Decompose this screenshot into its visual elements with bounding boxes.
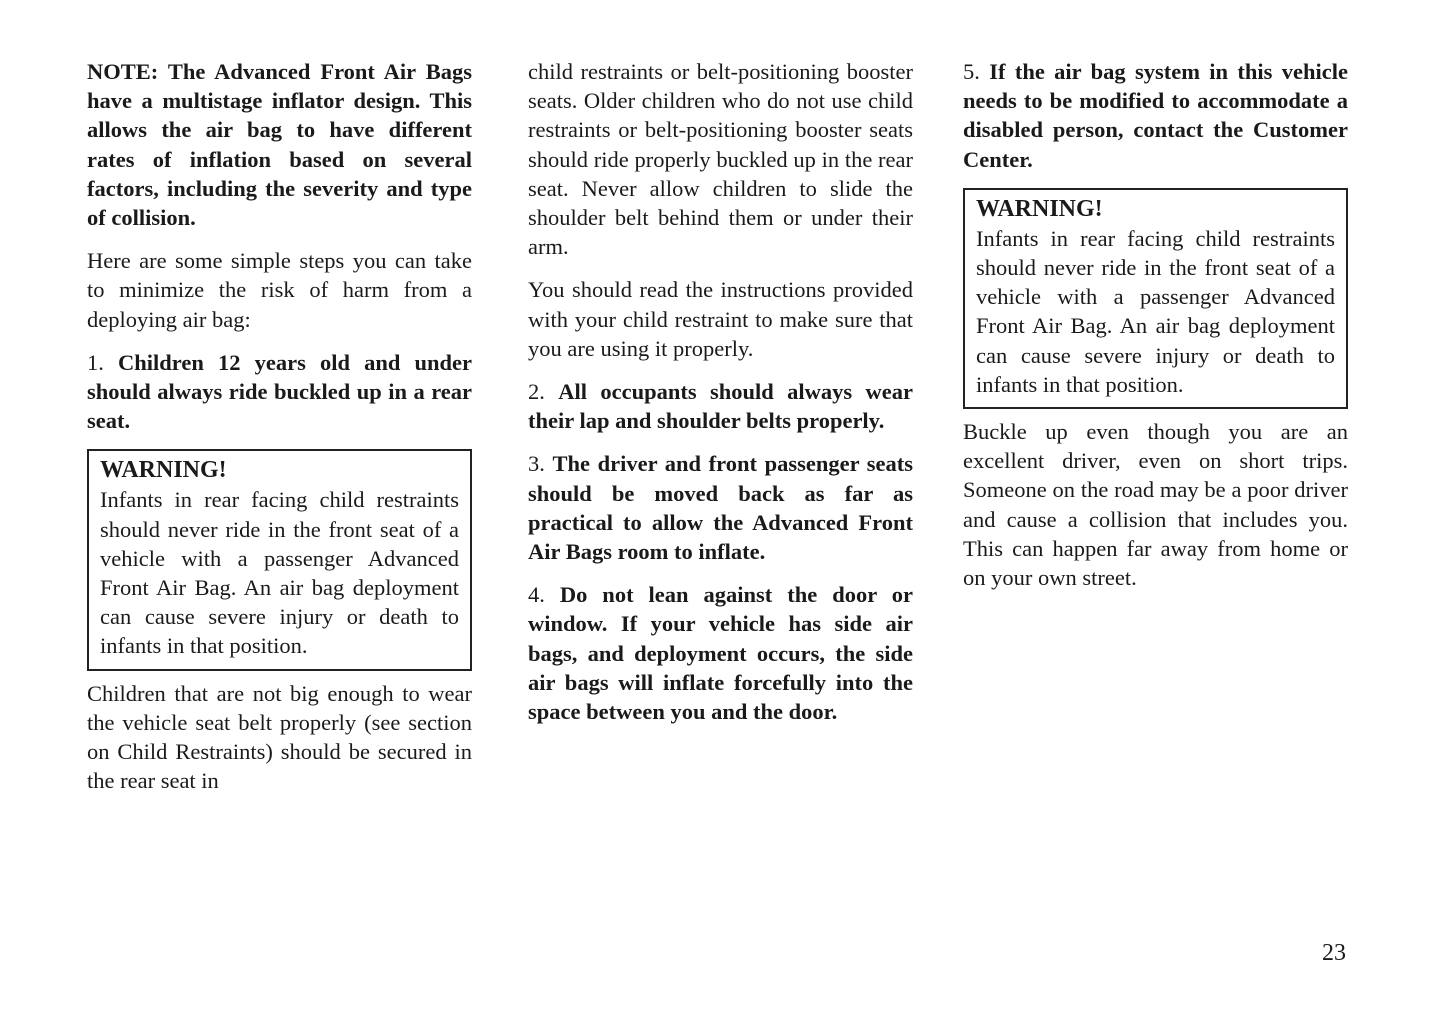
warning-text: Infants in rear facing child restraints should never ride in the front seat of a vehicle with a passenger Advanced Front Air Bag. An air bag deployment can cause severe injury or death to infants in that position. xyxy=(976,225,1335,397)
body-paragraph: Children that are not big enough to wear the vehicle seat belt properly (see section on Child Restraints) should be secured in the rear seat in xyxy=(87,680,472,794)
warning-text: Infants in rear facing child restraints should never ride in the front seat of a vehicle with a passenger Advanced Front Air Bag. An air bag deployment can cause severe injury or death to infants in that position. xyxy=(100,487,459,659)
note-paragraph: NOTE: The Advanced Front Air Bags have a multistage inflator design. This allows the air bag to have different rates of inflation based on several factors, including the severity and type of collision. xyxy=(87,59,472,231)
step-text: Do not lean against the door or window. If your vehicle has side air bags, and deployment occurs, the side air bags will inflate forcefully into the space between you and the door. xyxy=(528,582,913,725)
step-3 xyxy=(528,449,913,566)
step-number: 3. xyxy=(528,451,545,477)
step-text: If the air bag system in this vehicle needs to be modified to accommodate a disabled person, contact the Customer Center. xyxy=(963,59,1349,172)
warning-box xyxy=(963,188,1348,409)
step-text: The driver and front passenger seats should be moved back as far as practical to allow the Advanced Front Air Bags room to inflate. xyxy=(528,451,914,565)
step-5 xyxy=(963,57,1348,174)
body-paragraph: Buckle up even though you are an excellent driver, even on short trips. Someone on the road may be a poor driver and cause a collision that includes you. This can happen far away from home or on your own street. xyxy=(963,419,1348,591)
step-text: Children 12 years old and under should always ride buckled up in a rear seat. xyxy=(87,349,472,434)
column-1 xyxy=(87,57,472,809)
step-1 xyxy=(87,348,472,436)
step-number: 4. xyxy=(528,582,545,608)
step-number: 2. xyxy=(528,379,545,405)
warning-title: WARNING! xyxy=(976,195,1103,222)
body-paragraph: child restraints or belt-positioning booster seats. Older children who do not use child restraints or belt-positioning booster seats should ride properly buckled up in the rear seat. Never allow children to slide the shoulder belt behind them or under their arm. xyxy=(528,59,913,260)
body-paragraph: You should read the instructions provided with your child restraint to make sure that you are using it properly. xyxy=(528,277,913,361)
step-number: 5. xyxy=(963,59,980,84)
column-2 xyxy=(528,57,913,740)
intro-paragraph: Here are some simple steps you can take to minimize the risk of harm from a deploying air bag: xyxy=(87,248,472,332)
page-number: 23 xyxy=(1322,940,1346,966)
column-3 xyxy=(963,57,1348,606)
warning-title: WARNING! xyxy=(100,457,227,484)
warning-box xyxy=(87,449,472,670)
step-text: All occupants should always wear their lap and shoulder belts properly. xyxy=(528,379,914,434)
step-4 xyxy=(528,580,913,726)
step-number: 1. xyxy=(87,349,104,375)
step-2 xyxy=(528,377,913,435)
